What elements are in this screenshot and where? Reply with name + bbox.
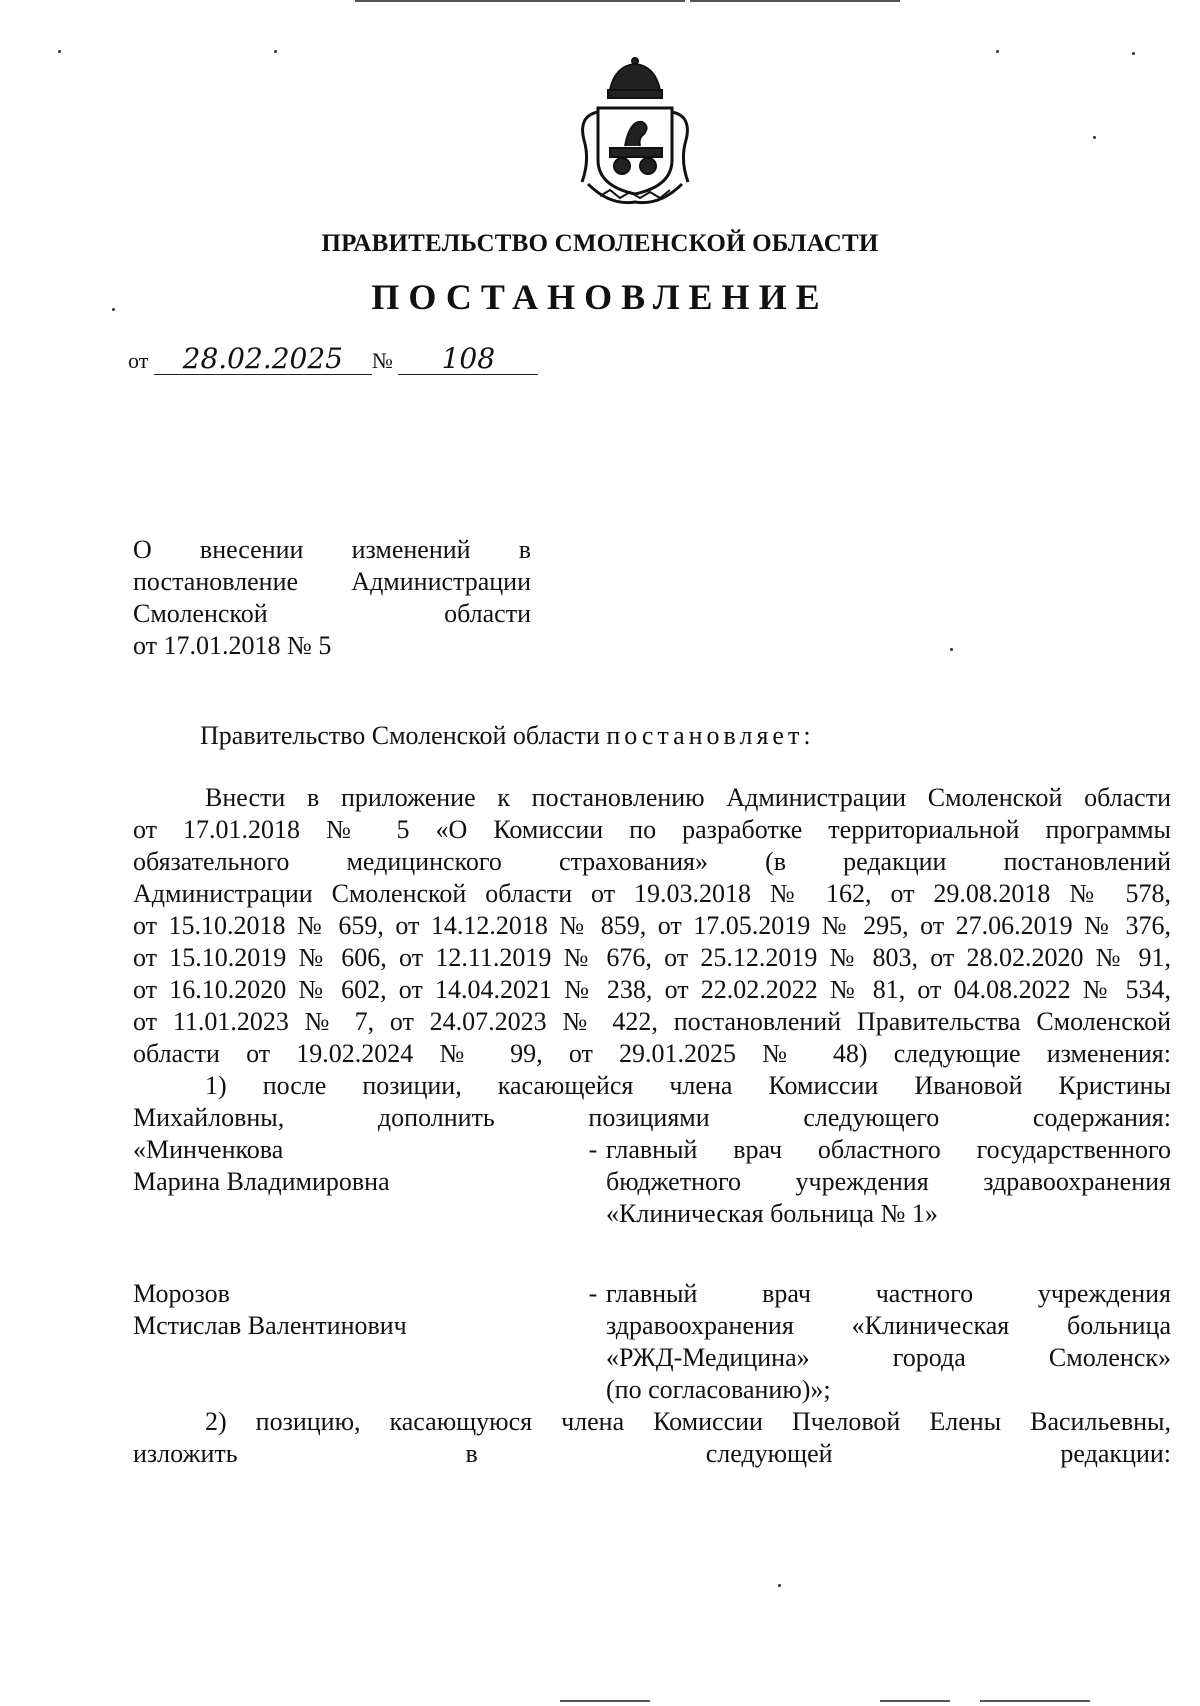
smolensk-coat-of-arms-icon — [570, 56, 700, 208]
scan-speck — [996, 50, 999, 53]
document-type-title: ПОСТАНОВЛЕНИЕ — [371, 277, 829, 317]
scan-edge-line — [980, 1700, 1090, 1702]
position-line: «Клиническая больница № 1» — [606, 1199, 938, 1228]
member-dash: - — [588, 1135, 598, 1164]
scan-speck — [1093, 136, 1096, 139]
subject-line: постановление Администрации — [133, 567, 531, 596]
body-line: области от 19.02.2024 № 99, от 29.01.2025 № 48) следующие изменения: — [133, 1039, 1171, 1068]
position-line: «РЖД-Медицина» города Смоленск» — [606, 1343, 1171, 1372]
document-number: 108 — [398, 344, 538, 375]
scan-edge-line — [690, 0, 900, 2]
member-given-names: Мстислав Валентинович — [133, 1311, 407, 1340]
item-2-paragraph — [133, 1406, 1171, 1470]
member-name — [133, 1134, 493, 1198]
member-position — [606, 1134, 1171, 1230]
date-prefix: от — [128, 348, 149, 373]
subject-line: Смоленской области — [133, 599, 531, 628]
member-dash: - — [588, 1279, 598, 1308]
decree-verb: постановляет: — [606, 721, 815, 750]
document-date: 28.02.2025 — [154, 344, 372, 375]
item-2-line: 2) позицию, касающуюся члена Комиссии Пчеловой Елены Васильевны, — [205, 1407, 1171, 1436]
number-prefix: № — [371, 348, 393, 373]
member-given-names: Марина Владимировна — [133, 1167, 390, 1196]
scan-edge-line — [355, 0, 685, 2]
body-line: Администрации Смоленской области от 19.03.2018 № 162, от 29.08.2018 № 578, — [133, 879, 1171, 908]
position-line: здравоохранения «Клиническая больница — [606, 1311, 1171, 1340]
body-line: от 16.10.2020 № 602, от 14.04.2021 № 238, от 22.02.2022 № 81, от 04.08.2022 № 534, — [133, 975, 1171, 1004]
member-surname: Морозов — [133, 1279, 230, 1308]
document-subject — [133, 534, 531, 662]
body-line: от 17.01.2018 № 5 «О Комиссии по разработке территориальной программы — [133, 815, 1171, 844]
scan-speck — [58, 50, 61, 53]
subject-line: О внесении изменений в — [133, 535, 531, 564]
position-line: (по согласованию)»; — [606, 1375, 831, 1404]
item-1-line: Михайловны, дополнить позициями следующего содержания: — [133, 1103, 1171, 1132]
member-position — [606, 1278, 1171, 1406]
decree-statement — [200, 720, 815, 752]
scan-speck — [1132, 52, 1135, 55]
body-line: обязательного медицинского страхования» (в редакции постановлений — [133, 847, 1171, 876]
item-2-line: изложить в следующей редакции: — [133, 1439, 1171, 1468]
item-1-line: 1) после позиции, касающейся члена Комиссии Ивановой Кристины — [205, 1071, 1171, 1100]
body-line: от 11.01.2023 № 7, от 24.07.2023 № 422, постановлений Правительства Смоленской — [133, 1007, 1171, 1036]
position-line: бюджетного учреждения здравоохранения — [606, 1167, 1171, 1196]
body-line: Внести в приложение к постановлению Администрации Смоленской области — [205, 783, 1171, 812]
position-line: главный врач областного государственного — [606, 1135, 1171, 1164]
scan-speck — [274, 50, 277, 53]
member-surname: «Минченкова — [133, 1135, 284, 1164]
date-number-line — [128, 344, 538, 377]
member-name — [133, 1278, 493, 1342]
body-line: от 15.10.2018 № 659, от 14.12.2018 № 859, от 17.05.2019 № 295, от 27.06.2019 № 376, — [133, 911, 1171, 940]
scan-speck — [950, 648, 953, 651]
organization-title: ПРАВИТЕЛЬСТВО СМОЛЕНСКОЙ ОБЛАСТИ — [321, 230, 879, 257]
scan-edge-line — [880, 1700, 950, 1702]
position-line: главный врач частного учреждения — [606, 1279, 1171, 1308]
document-body — [133, 782, 1171, 1134]
body-line: от 15.10.2019 № 606, от 12.11.2019 № 676, от 25.12.2019 № 803, от 28.02.2020 № 91, — [133, 943, 1171, 972]
scan-edge-line — [560, 1700, 650, 1702]
decree-prefix: Правительство Смоленской области — [200, 721, 607, 750]
scan-speck — [778, 1584, 781, 1587]
subject-line: от 17.01.2018 № 5 — [133, 631, 332, 660]
